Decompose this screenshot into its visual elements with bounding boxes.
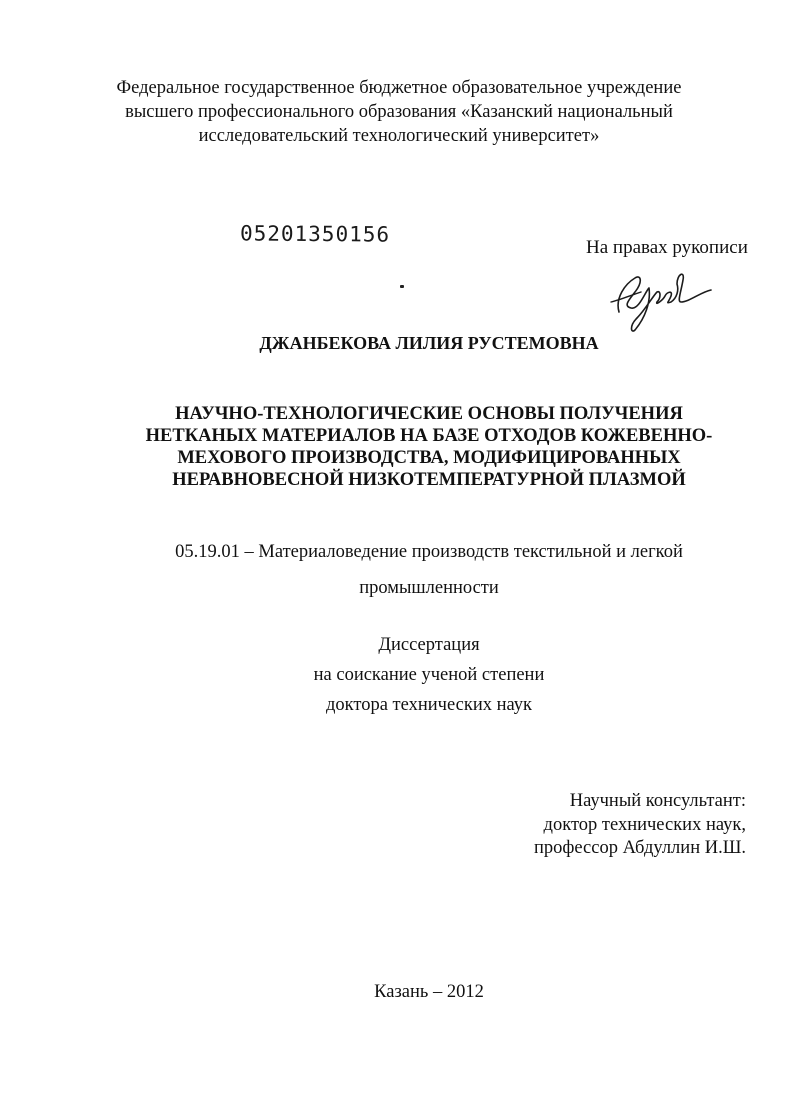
institution-line-3: исследовательский технологический университет»: [198, 126, 600, 146]
registration-stamp-number: 05201350156: [239, 221, 391, 247]
ink-dot: [400, 285, 404, 288]
author-name: ДЖАНБЕКОВА ЛИЛИЯ РУСТЕМОВНА: [259, 333, 599, 353]
institution-line-1: Федеральное государственное бюджетное образовательное учреждение: [116, 78, 682, 98]
institution-line-2: высшего профессионального образования «Казанский национальный: [125, 102, 673, 122]
specialty: [0, 534, 798, 606]
work-type: Диссертация: [378, 635, 480, 655]
title-line-2: НЕТКАНЫХ МАТЕРИАЛОВ НА БАЗЕ ОТХОДОВ КОЖЕВЕННО-: [145, 426, 713, 446]
consultant-degree: доктор технических наук,: [543, 814, 746, 835]
signature-icon: [605, 262, 715, 336]
title-line-1: НАУЧНО-ТЕХНОЛОГИЧЕСКИЕ ОСНОВЫ ПОЛУЧЕНИЯ: [175, 404, 683, 424]
specialty-line-1: 05.19.01 – Материаловедение производств текстильной и легкой: [175, 542, 683, 562]
institution-name: [0, 76, 798, 148]
work-purpose: на соискание ученой степени: [313, 665, 545, 685]
rights-note: На правах рукописи: [586, 237, 748, 258]
scientific-consultant: [534, 790, 746, 861]
specialty-line-2: промышленности: [359, 578, 499, 598]
place-year: Казань – 2012: [374, 982, 484, 1002]
consultant-name: профессор Абдуллин И.Ш.: [534, 838, 746, 858]
work-type-block: [0, 630, 798, 720]
work-degree: доктора технических наук: [325, 695, 533, 715]
consultant-label: Научный консультант:: [569, 791, 746, 811]
dissertation-title: [0, 403, 798, 491]
title-line-4: НЕРАВНОВЕСНОЙ НИЗКОТЕМПЕРАТУРНОЙ ПЛАЗМОЙ: [172, 470, 686, 490]
title-line-3: МЕХОВОГО ПРОИЗВОДСТВА, МОДИФИЦИРОВАННЫХ: [177, 448, 681, 468]
